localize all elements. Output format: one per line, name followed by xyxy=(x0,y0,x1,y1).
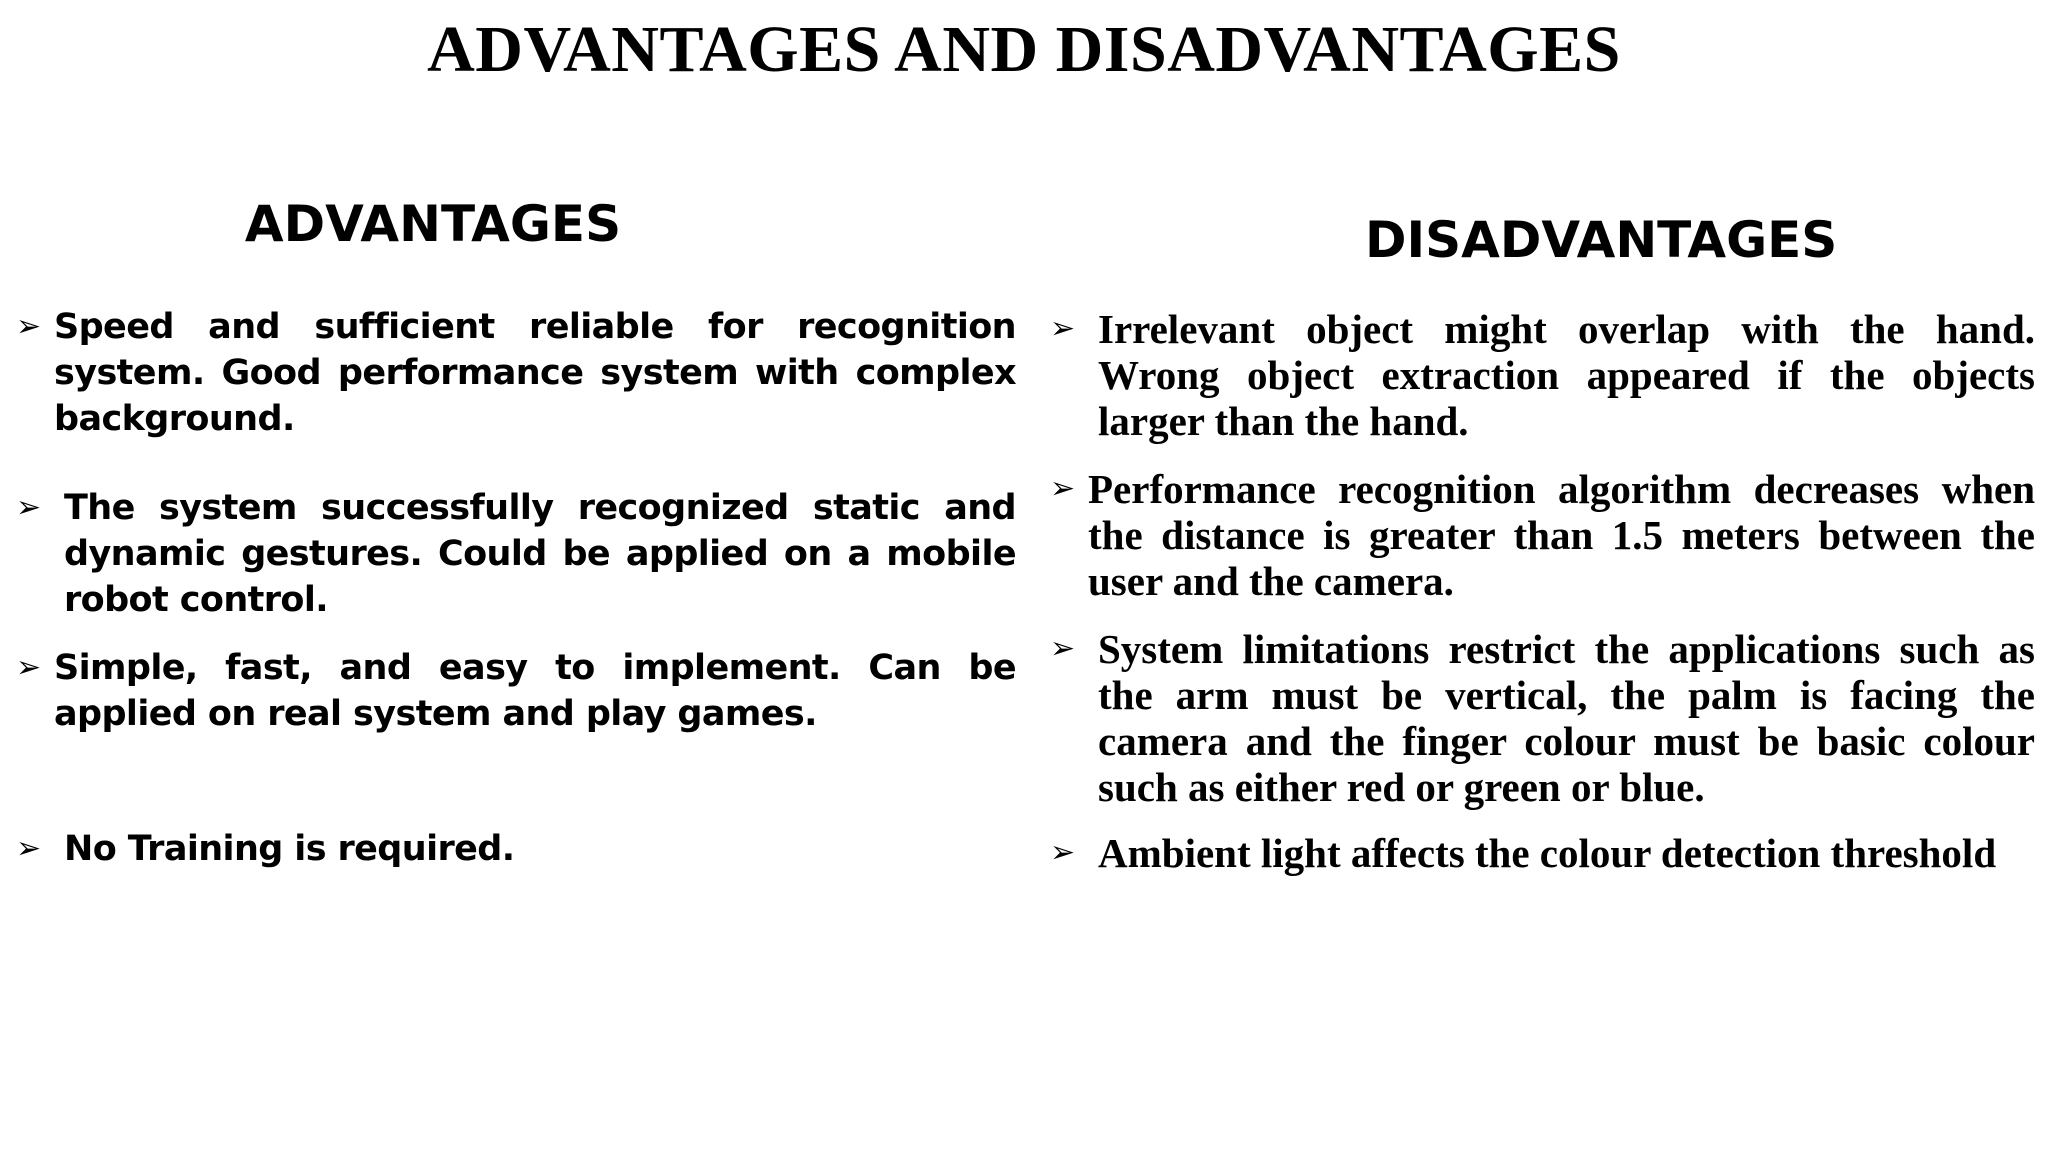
arrowhead-bullet-icon: ➢ xyxy=(1050,835,1076,870)
arrowhead-bullet-icon: ➢ xyxy=(16,490,42,525)
disadvantage-text: Irrelevant object might overlap with the hand. Wrong object extraction appeared if the objects larger than the hand. xyxy=(1098,306,2035,444)
disadvantage-text: System limitations restrict the applications such as the arm must be vertical, the palm is facing the camera and the finger colour must be basic colour such as either red or green or blue. xyxy=(1098,626,2035,810)
advantage-text: Speed and sufficient reliable for recognition system. Good performance system with complex background. xyxy=(54,307,1016,439)
arrowhead-bullet-icon: ➢ xyxy=(1050,311,1076,346)
slide-title: ADVANTAGES AND DISADVANTAGES xyxy=(427,13,1621,86)
advantage-item xyxy=(16,826,1016,872)
advantages-heading: ADVANTAGES xyxy=(244,195,622,253)
disadvantages-heading: DISADVANTAGES xyxy=(1365,211,1838,269)
advantage-text: No Training is required. xyxy=(64,829,515,869)
advantage-text: The system successfully recognized static and dynamic gestures. Could be applied on a mobile robot control. xyxy=(64,488,1016,620)
advantage-text: Simple, fast, and easy to implement. Can be applied on real system and play games. xyxy=(54,648,1016,734)
disadvantage-item xyxy=(1050,466,2035,604)
arrowhead-bullet-icon: ➢ xyxy=(1050,631,1076,666)
disadvantage-item xyxy=(1050,626,2035,810)
arrowhead-bullet-icon: ➢ xyxy=(16,309,42,344)
arrowhead-bullet-icon: ➢ xyxy=(1050,471,1076,506)
disadvantage-item xyxy=(1050,830,2035,876)
disadvantage-text: Performance recognition algorithm decreases when the distance is greater than 1.5 meters between the user and the camera. xyxy=(1088,466,2035,604)
disadvantage-item xyxy=(1050,306,2035,444)
advantage-item xyxy=(16,304,1016,442)
disadvantage-text: Ambient light affects the colour detection threshold xyxy=(1098,830,1997,876)
arrowhead-bullet-icon: ➢ xyxy=(16,650,42,685)
arrowhead-bullet-icon: ➢ xyxy=(16,831,42,866)
advantage-item xyxy=(16,645,1016,737)
advantage-item xyxy=(16,485,1016,623)
